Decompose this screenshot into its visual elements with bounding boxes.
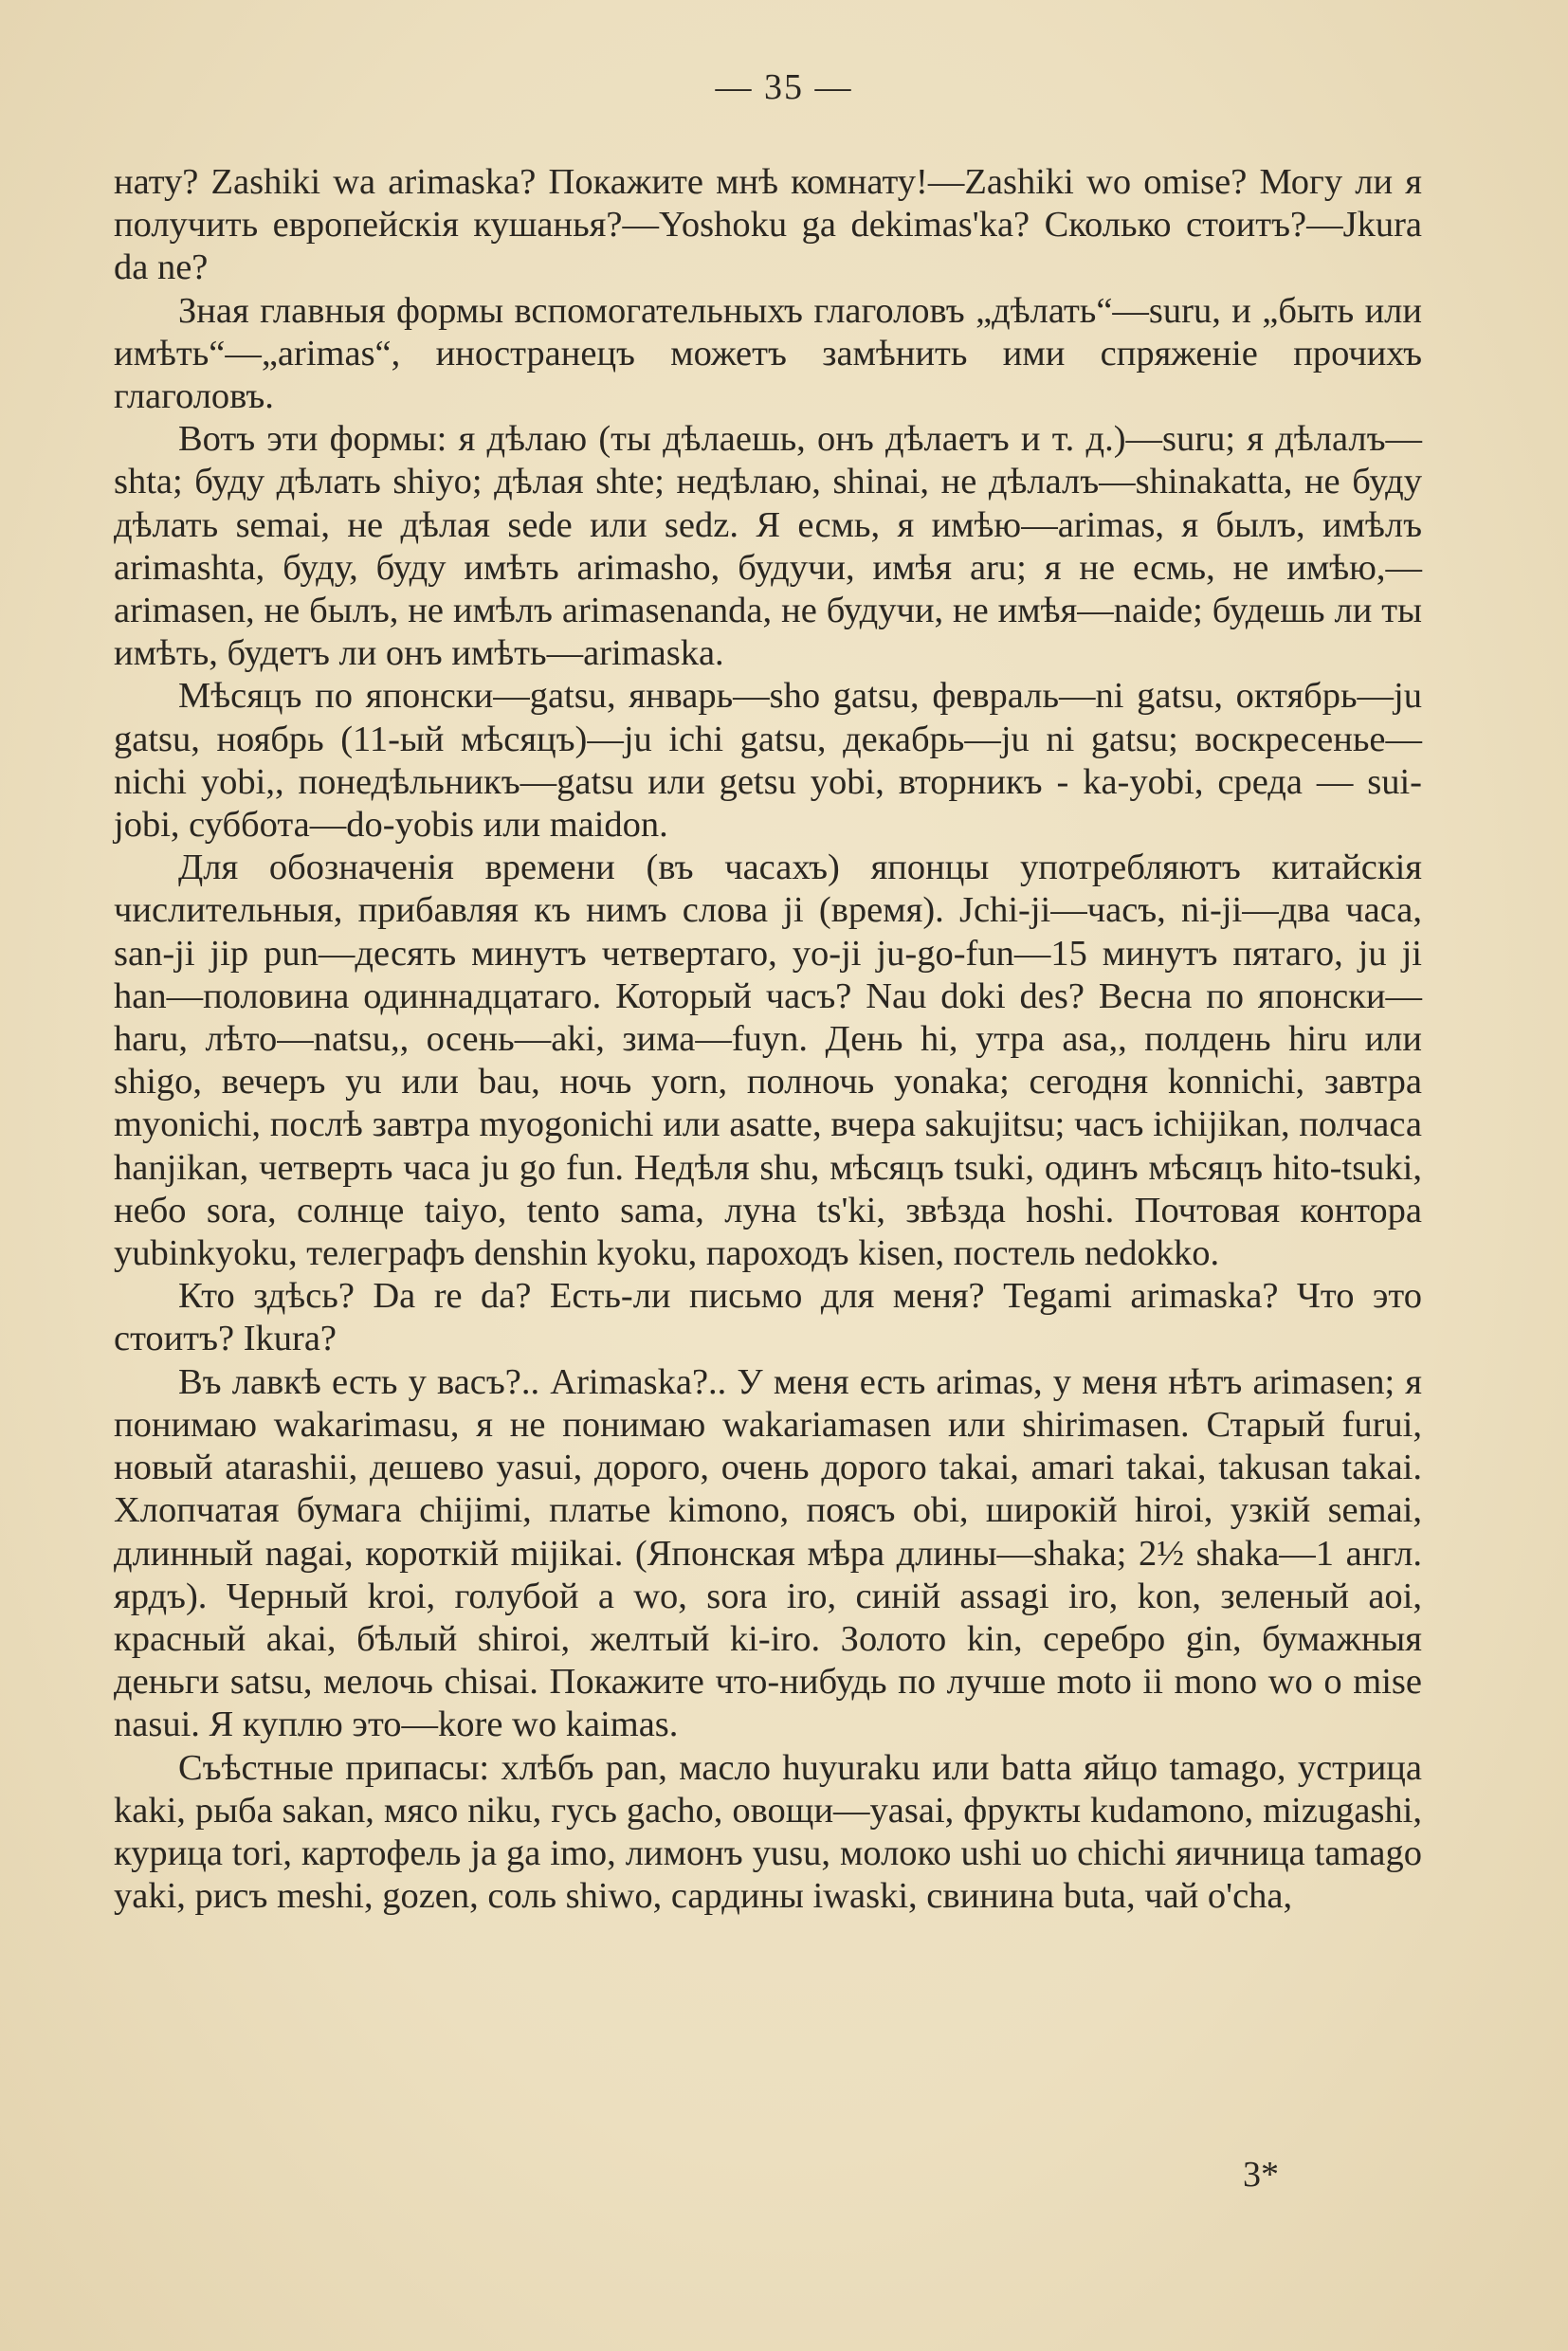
body-text: [114, 161, 1422, 1918]
paragraph-1: нату? Zashiki wa arimaska? Покажите мнѣ комнату!—Zashiki wo omise? Могу ли я получить европейскія кушанья?—Yoshoku ga dekimas'ka? Сколько стоитъ?—Jkura da ne?: [114, 162, 1422, 288]
paragraph-2: Зная главныя формы вспомогательныхъ глаголовъ „дѣлать“—suru, и „быть или имѣть“—„arimas“, иностранецъ можетъ замѣнить ими спряженіе прочихъ глаголовъ.: [114, 290, 1422, 417]
paragraph-6: Кто здѣсь? Da re da? Есть-ли письмо для меня? Tegami arimaska? Что это стоитъ? Ikura?: [114, 1276, 1422, 1359]
signature-mark: 3*: [1243, 2155, 1279, 2195]
page-number-header: — 35 —: [715, 67, 853, 107]
paragraph-5: Для обозначенія времени (въ часахъ) японцы употребляютъ китайскія числительныя, прибавляя къ нимъ слова ji (время). Jchi-ji—часъ, ni-ji—два часа, san-ji jip pun—десять минутъ четвертаго, yo-ji ju-go-fun—15 минутъ пятаго, ju ji han—половина одиннадцатаго. Который часъ? Nau doki des? Весна по японски—haru, лѣто—natsu,, осень—aki, зима—fuyn. День hi, утра asa,, полдень hiru или shigo, вечеръ yu или bau, ночь yorn, полночь yonaka; сегодня konnichi, завтра myonichi, послѣ завтра myogonichi или asatte, вчера sakujitsu; часъ ichijikan, полчаса hanjikan, четверть часа ju go fun. Недѣля shu, мѣсяцъ tsuki, одинъ мѣсяцъ hito-tsuki, небо sora, солнце taiyo, tento sama, луна ts'ki, звѣзда hoshi. Почтовая контора yubinkyoku, телеграфъ denshin kyoku, пароходъ kisen, постель nedokko.: [114, 847, 1422, 1274]
paragraph-3: Вотъ эти формы: я дѣлаю (ты дѣлаешь, онъ дѣлаетъ и т. д.)—suru; я дѣлалъ—shta; буду дѣлать shiyo; дѣлая shte; недѣлаю, shinai, не дѣлалъ—shinakatta, не буду дѣлать semai, не дѣлая sede или sedz. Я есмь, я имѣю—arimas, я былъ, имѣлъ arimashta, буду, буду имѣть arimasho, будучи, имѣя aru; я не есмь, не имѣю,—arimasen, не былъ, не имѣлъ arimasenanda, не будучи, не имѣя—naide; будешь ли ты имѣть, будетъ ли онъ имѣть—arimaska.: [114, 419, 1422, 674]
paragraph-8: Съѣстные припасы: хлѣбъ pan, масло huyuraku или batta яйцо tamago, устрица kaki, рыба sakan, мясо niku, гусь gacho, овощи—yasai, фрукты kudamono, mizugashi, курица tori, картофель ja ga imo, лимонъ yusu, молоко ushi uo chichi яичница tamago yaki, рисъ meshi, gozen, соль shiwo, сардины iwaski, свинина buta, чай o'cha,: [114, 1747, 1422, 1917]
paragraph-4: Мѣсяцъ по японски—gatsu, январь—sho gatsu, февраль—ni gatsu, октябрь—ju gatsu, ноябрь (11-ый мѣсяцъ)—ju ichi gatsu, декабрь—ju ni gatsu; воскресенье—nichi yobi,, понедѣльникъ—gatsu или getsu yobi, вторникъ - ka-yobi, среда — sui-jobi, суббота—do-yobis или maidon.: [114, 676, 1422, 846]
paragraph-7: Въ лавкѣ есть у васъ?.. Arimaska?.. У меня есть arimas, у меня нѣтъ arimasen; я понимаю wakarimasu, я не понимаю wakariamasen или shirimasen. Старый furui, новый atarashii, дешево yasui, дорого, очень дорого takai, amari takai, takusan takai. Хлопчатая бумага chijimi, платье kimono, поясъ obi, широкій hiroi, узкій semai, длинный nagai, короткій mijikai. (Японская мѣра длины—shaka; 2½ shaka—1 англ. ярдъ). Черный kroi, голубой a wo, sora iro, синій assagi iro, kon, зеленый aoi, красный akai, бѣлый shiroi, желтый ki-iro. Золото kin, серебро gin, бумажныя деньги satsu, мелочь chisai. Покажите что-нибудь по лучше moto ii mono wo o mise nasui. Я куплю это—kore wo kaimas.: [114, 1361, 1422, 1745]
